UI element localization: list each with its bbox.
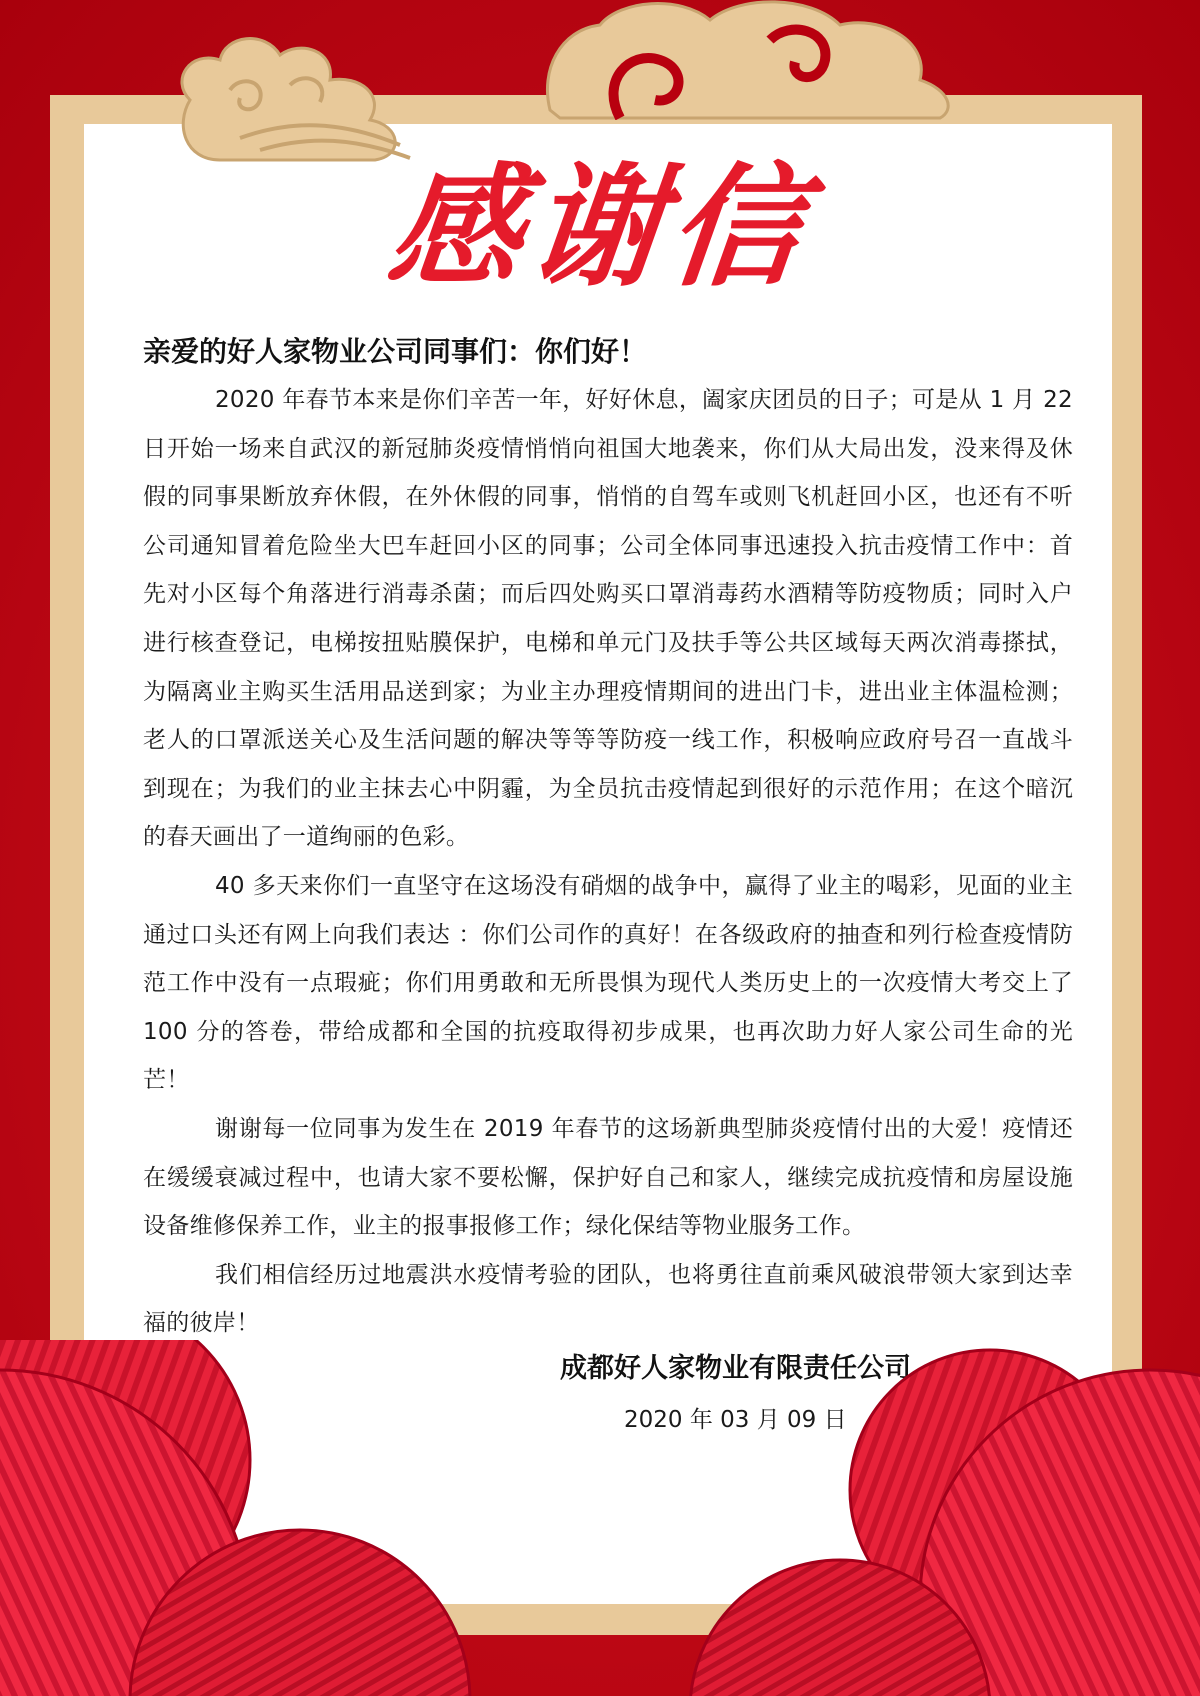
date: 2020 年 03 月 09 日 (624, 1407, 847, 1433)
salutation: 亲爱的好人家物业公司同事们：你们好！ (143, 335, 648, 368)
paragraph: 我们相信经历过地震洪水疫情考验的团队，也将勇往直前乘风破浪带领大家到达幸福的彼岸！ (143, 1261, 1073, 1337)
letter-title: 感谢信 (381, 150, 819, 305)
letter-title-block (0, 140, 1200, 315)
letter-body (143, 330, 1073, 1348)
cloud-ornament-icon (540, 0, 960, 120)
paragraph: 谢谢每一位同事为发生在 2019 年春节的这场新典型肺炎疫情付出的大爱！疫情还在缓缓衰减过程中，也请大家不要松懈，保护好自己和家人，继续完成抗疫情和房屋设施设备维修保养工作，业主的报事报修工作；绿化保结等物业服务工作。 (143, 1115, 1073, 1240)
signature: 成都好人家物业有限责任公司 (560, 1353, 911, 1384)
fan-decoration (0, 1340, 1200, 1696)
paragraph: 40 多天来你们一直坚守在这场没有硝烟的战争中，赢得了业主的喝彩，见面的业主通过口头还有网上向我们表达 ：你们公司作的真好！在各级政府的抽查和列行检查疫情防范工作中没有一点瑕疵；你们用勇敢和无所畏惧为现代人类历史上的一次疫情大考交上了 100 分的答卷，带给成都和全国的抗疫取得初步成果，也再次助力好人家公司生命的光芒！ (143, 872, 1073, 1094)
paragraph: 2020 年春节本来是你们辛苦一年，好好休息，阖家庆团员的日子；可是从 1 月 22 日开始一场来自武汉的新冠肺炎疫情悄悄向祖国大地袭来，你们从大局出发，没来得及休假的同事果断放弃休假，在外休假的同事，悄悄的自驾车或则飞机赶回小区，也还有不听公司通知冒着危险坐大巴车赶回小区的同事；公司全体同事迅速投入抗击疫情工作中：首先对小区每个角落进行消毒杀菌；而后四处购买口罩消毒药水酒精等防疫物质；同时入户进行核查登记，电梯按扭贴膜保护，电梯和单元门及扶手等公共区域每天两次消毒搽拭，为隔离业主购买生活用品送到家；为业主办理疫情期间的进出门卡，进出业主体温检测；老人的口罩派送关心及生活问题的解决等等等防疫一线工作，积极响应政府号召一直战斗到现在；为我们的业主抹去心中阴霾，为全员抗击疫情起到很好的示范作用；在这个暗沉的春天画出了一道绚丽的色彩。 (143, 387, 1073, 851)
